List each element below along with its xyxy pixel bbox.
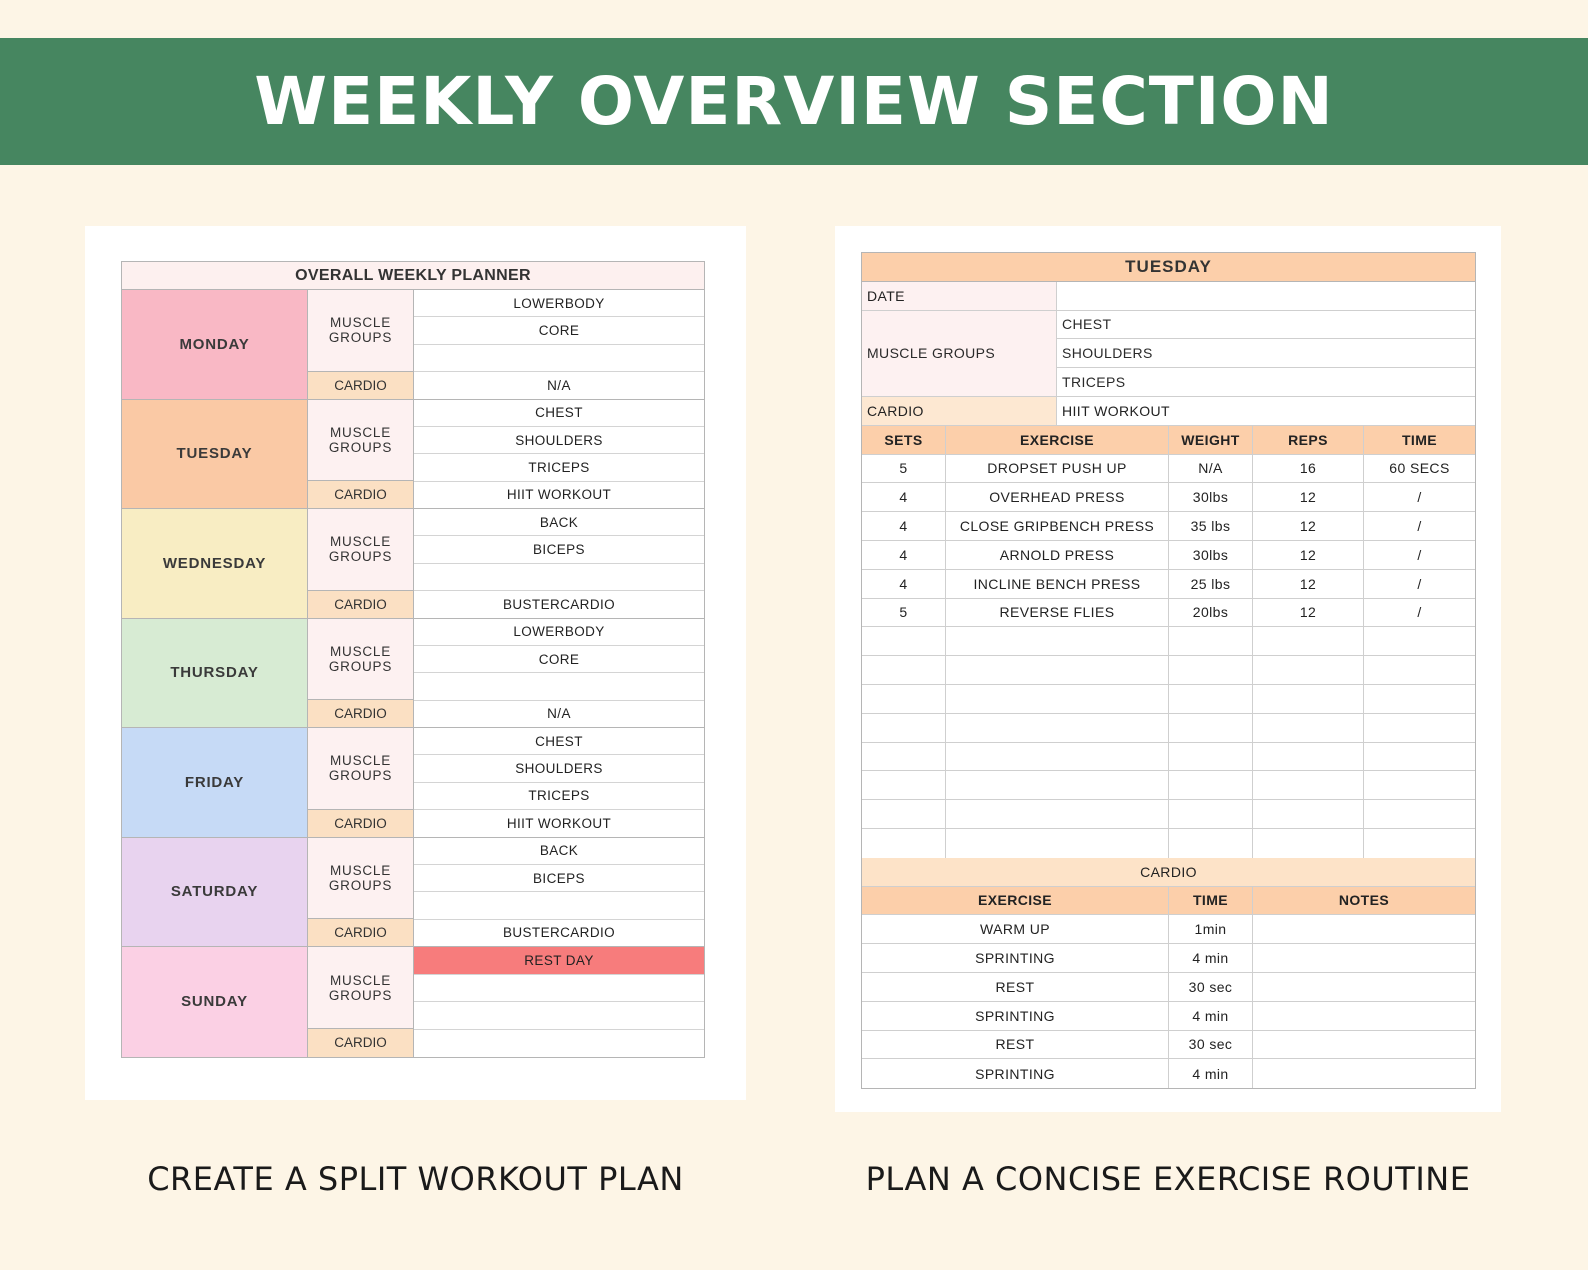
reps-cell[interactable]: 16 <box>1253 455 1364 483</box>
muscle-groups-label: MUSCLE GROUPS <box>862 311 1057 396</box>
caption-right: PLAN A CONCISE EXERCISE ROUTINE <box>865 1160 1471 1198</box>
weight-cell[interactable]: 35 lbs <box>1169 512 1253 540</box>
daily-planner-table <box>861 252 1476 1089</box>
banner-title: WEEKLY OVERVIEW SECTION <box>254 63 1334 140</box>
day-labels <box>308 290 414 399</box>
exercise-cell[interactable]: OVERHEAD PRESS <box>946 483 1169 511</box>
cardio-value[interactable]: BUSTERCARDIO <box>502 925 616 941</box>
sets-cell[interactable]: 4 <box>862 541 946 569</box>
muscle-groups-label: MUSCLE GROUPS <box>308 509 413 591</box>
exercise-cell[interactable]: ARNOLD PRESS <box>946 541 1169 569</box>
muscle-group-value[interactable]: CHEST <box>1057 311 1475 340</box>
table-row-empty <box>862 743 1475 772</box>
table-row <box>862 455 1475 484</box>
day-labels <box>308 728 414 837</box>
table-row-empty <box>862 714 1475 743</box>
cardio-time-cell[interactable]: 4 min <box>1169 1002 1253 1030</box>
empty-cell[interactable] <box>1364 829 1475 858</box>
muscle-group-value[interactable] <box>414 564 704 591</box>
caption-left: CREATE A SPLIT WORKOUT PLAN <box>147 1160 684 1198</box>
empty-cell[interactable] <box>946 829 1169 858</box>
muscle-group-value[interactable]: BICEPS <box>414 536 704 563</box>
empty-cell[interactable] <box>1169 743 1253 771</box>
cardio-label: CARDIO <box>308 1029 413 1056</box>
cardio-exercise-cell[interactable]: SPRINTING <box>862 1059 1169 1088</box>
empty-cell[interactable] <box>1364 771 1475 799</box>
muscle-group-value[interactable]: BICEPS <box>414 865 704 892</box>
reps-cell[interactable]: 12 <box>1253 599 1364 627</box>
sets-cell[interactable]: 4 <box>862 570 946 598</box>
empty-cell[interactable] <box>946 656 1169 684</box>
cardio-label: CARDIO <box>308 372 413 399</box>
sets-cell[interactable]: 4 <box>862 483 946 511</box>
header-banner <box>0 38 1588 165</box>
cardio-value[interactable]: N/A <box>547 706 571 722</box>
cardio-exercise-cell[interactable]: SPRINTING <box>862 1002 1169 1030</box>
empty-cell[interactable] <box>1253 800 1364 828</box>
day-name: MONDAY <box>122 290 308 399</box>
empty-cell[interactable] <box>1169 714 1253 742</box>
cardio-time-cell[interactable]: 4 min <box>1169 1059 1253 1088</box>
empty-cell[interactable] <box>1253 685 1364 713</box>
date-label: DATE <box>862 282 1057 310</box>
cardio-row-item <box>862 973 1475 1002</box>
reps-cell[interactable]: 12 <box>1253 570 1364 598</box>
empty-cell[interactable] <box>946 714 1169 742</box>
exercise-cell[interactable]: REVERSE FLIES <box>946 599 1169 627</box>
exercise-cell[interactable]: INCLINE BENCH PRESS <box>946 570 1169 598</box>
sets-header: SETS <box>862 426 946 454</box>
day-name: WEDNESDAY <box>122 509 308 618</box>
daily-day-title: TUESDAY <box>862 253 1475 282</box>
exercise-header-row <box>862 426 1475 455</box>
cardio-value[interactable]: BUSTERCARDIO <box>502 596 616 612</box>
cardio-time-cell[interactable]: 1min <box>1169 915 1253 943</box>
muscle-groups-label: MUSCLE GROUPS <box>308 400 413 482</box>
cardio-time-cell[interactable]: 30 sec <box>1169 1031 1253 1059</box>
time-cell[interactable]: / <box>1417 489 1422 506</box>
time-cell[interactable]: 60 SECS <box>1389 460 1450 477</box>
weight-cell[interactable]: 20lbs <box>1169 599 1253 627</box>
day-block-monday <box>122 290 704 400</box>
time-cell[interactable]: / <box>1417 546 1422 563</box>
day-values <box>414 400 704 509</box>
table-row-empty <box>862 656 1475 685</box>
empty-cell[interactable] <box>1364 800 1475 828</box>
cardio-notes-cell[interactable] <box>1253 915 1475 943</box>
reps-cell[interactable]: 12 <box>1253 512 1364 540</box>
muscle-groups-label: MUSCLE GROUPS <box>308 947 413 1029</box>
day-name: FRIDAY <box>122 728 308 837</box>
muscle-group-value[interactable] <box>414 1002 704 1030</box>
cardio-exercise-header: EXERCISE <box>862 887 1169 915</box>
cardio-exercise-cell[interactable]: SPRINTING <box>862 944 1169 972</box>
empty-cell[interactable] <box>862 800 946 828</box>
empty-cell[interactable] <box>862 714 946 742</box>
muscle-group-value[interactable]: CORE <box>414 646 704 673</box>
table-row <box>862 599 1475 628</box>
cardio-notes-cell[interactable] <box>1253 1031 1475 1059</box>
day-values <box>414 509 704 618</box>
cardio-notes-header: NOTES <box>1338 892 1390 909</box>
date-input[interactable] <box>1057 282 1475 310</box>
time-cell[interactable]: / <box>1417 575 1422 592</box>
muscle-group-value[interactable]: SHOULDERS <box>414 755 704 782</box>
muscle-groups-label: MUSCLE GROUPS <box>308 619 413 701</box>
cardio-notes-cell[interactable] <box>1253 1002 1475 1030</box>
muscle-group-value[interactable]: BACK <box>414 509 704 536</box>
cardio-value[interactable]: HIIT WORKOUT <box>506 487 612 503</box>
cardio-row-item <box>862 944 1475 973</box>
empty-cell[interactable] <box>1253 714 1364 742</box>
cardio-exercise-cell[interactable]: WARM UP <box>862 915 1169 943</box>
muscle-group-value[interactable]: TRICEPS <box>414 454 704 481</box>
day-values <box>414 947 704 1057</box>
muscle-group-value[interactable]: SHOULDERS <box>1057 339 1475 368</box>
sets-cell[interactable]: 5 <box>862 455 946 483</box>
weekly-planner-table <box>121 261 705 1058</box>
empty-cell[interactable] <box>1169 800 1253 828</box>
cardio-row-item <box>862 1002 1475 1031</box>
muscle-group-value[interactable]: REST DAY <box>414 947 704 975</box>
muscle-groups-block <box>862 311 1475 397</box>
muscle-group-value[interactable]: SHOULDERS <box>414 427 704 454</box>
empty-cell[interactable] <box>1169 829 1253 858</box>
day-name: TUESDAY <box>122 400 308 509</box>
cardio-notes-cell[interactable] <box>1253 1059 1475 1088</box>
day-values <box>414 619 704 728</box>
weight-cell[interactable]: 25 lbs <box>1169 570 1253 598</box>
empty-cell[interactable] <box>862 743 946 771</box>
muscle-group-value[interactable] <box>414 345 704 372</box>
reps-cell[interactable]: 12 <box>1253 541 1364 569</box>
cardio-exercise-cell[interactable]: REST <box>862 1031 1169 1059</box>
cardio-header-row <box>862 887 1475 916</box>
day-block-wednesday <box>122 509 704 619</box>
cardio-label: CARDIO <box>308 700 413 727</box>
empty-cell[interactable] <box>1253 656 1364 684</box>
empty-cell[interactable] <box>1364 656 1475 684</box>
muscle-group-value[interactable] <box>414 975 704 1003</box>
weekly-planner-title: OVERALL WEEKLY PLANNER <box>122 262 704 290</box>
empty-cell[interactable] <box>1169 771 1253 799</box>
cardio-notes-cell[interactable] <box>1253 973 1475 1001</box>
day-block-sunday <box>122 947 704 1057</box>
day-values <box>414 290 704 399</box>
time-header: TIME <box>1401 431 1438 448</box>
table-row <box>862 483 1475 512</box>
empty-cell[interactable] <box>946 627 1169 655</box>
cardio-value[interactable]: N/A <box>547 377 571 393</box>
empty-cell[interactable] <box>1364 743 1475 771</box>
table-row <box>862 570 1475 599</box>
table-row-empty <box>862 800 1475 829</box>
empty-cell[interactable] <box>1169 656 1253 684</box>
cardio-row <box>862 397 1475 426</box>
date-row <box>862 282 1475 311</box>
empty-cell[interactable] <box>1364 685 1475 713</box>
table-row <box>862 541 1475 570</box>
table-row-empty <box>862 685 1475 714</box>
empty-cell[interactable] <box>946 771 1169 799</box>
cardio-section-title-row <box>862 858 1475 887</box>
empty-cell[interactable] <box>1364 714 1475 742</box>
muscle-group-value[interactable]: LOWERBODY <box>414 290 704 317</box>
weight-cell[interactable]: 30lbs <box>1169 483 1253 511</box>
cardio-exercise-cell[interactable]: REST <box>862 973 1169 1001</box>
empty-cell[interactable] <box>946 743 1169 771</box>
cardio-value[interactable]: HIIT WORKOUT <box>506 815 612 831</box>
table-row-empty <box>862 627 1475 656</box>
muscle-group-value[interactable]: CHEST <box>414 728 704 755</box>
day-labels <box>308 619 414 728</box>
muscle-group-value[interactable]: CORE <box>414 317 704 344</box>
cardio-label: CARDIO <box>308 481 413 508</box>
cardio-section-title: CARDIO <box>1140 863 1197 880</box>
day-labels <box>308 509 414 618</box>
muscle-group-value[interactable] <box>414 673 704 700</box>
day-name: SATURDAY <box>122 838 308 947</box>
muscle-groups-label: MUSCLE GROUPS <box>308 838 413 920</box>
day-labels <box>308 400 414 509</box>
cardio-notes-cell[interactable] <box>1253 944 1475 972</box>
day-values <box>414 728 704 837</box>
empty-cell[interactable] <box>946 685 1169 713</box>
empty-cell[interactable] <box>1253 829 1364 858</box>
cardio-label: CARDIO <box>308 810 413 837</box>
day-name: SUNDAY <box>122 947 308 1057</box>
time-cell[interactable]: / <box>1417 604 1422 621</box>
day-block-saturday <box>122 838 704 948</box>
cardio-label: CARDIO <box>308 919 413 946</box>
cardio-label: CARDIO <box>308 591 413 618</box>
day-block-thursday <box>122 619 704 729</box>
weight-cell[interactable]: N/A <box>1169 455 1253 483</box>
cardio-time-header: TIME <box>1169 887 1253 915</box>
empty-cell[interactable] <box>1169 627 1253 655</box>
muscle-group-value[interactable]: BACK <box>414 838 704 865</box>
empty-cell[interactable] <box>862 829 946 858</box>
empty-cell[interactable] <box>862 771 946 799</box>
day-values <box>414 838 704 947</box>
empty-cell[interactable] <box>862 685 946 713</box>
empty-cell[interactable] <box>1253 627 1364 655</box>
empty-cell[interactable] <box>1364 627 1475 655</box>
time-cell[interactable]: / <box>1417 518 1422 535</box>
empty-cell[interactable] <box>862 627 946 655</box>
cardio-row-item <box>862 1031 1475 1060</box>
table-row <box>862 512 1475 541</box>
empty-cell[interactable] <box>862 656 946 684</box>
reps-header: REPS <box>1253 426 1364 454</box>
exercise-cell[interactable]: CLOSE GRIPBENCH PRESS <box>946 512 1169 540</box>
sets-cell[interactable]: 4 <box>862 512 946 540</box>
day-labels <box>308 838 414 947</box>
cardio-row-item <box>862 915 1475 944</box>
muscle-group-value[interactable]: TRICEPS <box>414 783 704 810</box>
weight-header: WEIGHT <box>1169 426 1253 454</box>
cardio-label: CARDIO <box>862 397 1057 425</box>
muscle-group-value[interactable] <box>414 892 704 919</box>
table-row-empty <box>862 829 1475 858</box>
muscle-group-value[interactable]: CHEST <box>414 400 704 427</box>
reps-cell[interactable]: 12 <box>1253 483 1364 511</box>
exercise-header: EXERCISE <box>946 426 1169 454</box>
muscle-groups-label: MUSCLE GROUPS <box>308 290 413 372</box>
cardio-value[interactable]: HIIT WORKOUT <box>1062 402 1170 419</box>
day-labels <box>308 947 414 1057</box>
cardio-time-cell[interactable]: 30 sec <box>1169 973 1253 1001</box>
cardio-time-cell[interactable]: 4 min <box>1169 944 1253 972</box>
exercise-cell[interactable]: DROPSET PUSH UP <box>946 455 1169 483</box>
empty-cell[interactable] <box>1253 771 1364 799</box>
empty-cell[interactable] <box>1169 685 1253 713</box>
day-block-friday <box>122 728 704 838</box>
weight-cell[interactable]: 30lbs <box>1169 541 1253 569</box>
cardio-value[interactable] <box>414 1030 704 1057</box>
muscle-groups-label: MUSCLE GROUPS <box>308 728 413 810</box>
table-row-empty <box>862 771 1475 800</box>
day-block-tuesday <box>122 400 704 510</box>
cardio-row-item <box>862 1059 1475 1088</box>
empty-cell[interactable] <box>1253 743 1364 771</box>
muscle-group-value[interactable]: TRICEPS <box>1062 374 1126 391</box>
empty-cell[interactable] <box>946 800 1169 828</box>
day-name: THURSDAY <box>122 619 308 728</box>
muscle-group-value[interactable]: LOWERBODY <box>414 619 704 646</box>
sets-cell[interactable]: 5 <box>862 599 946 627</box>
